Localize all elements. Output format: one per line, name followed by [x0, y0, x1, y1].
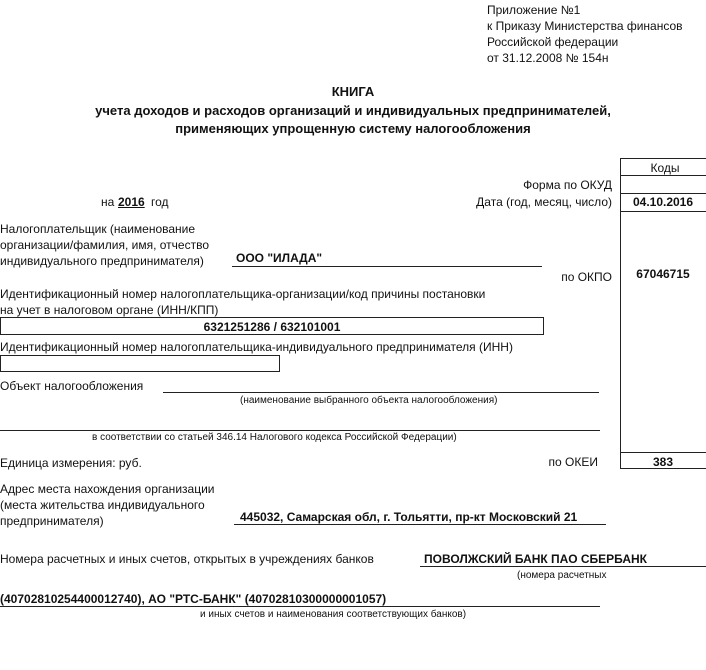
- address-underline: [234, 524, 606, 525]
- tax-object-caption: (наименование выбранного объекта налогообложения): [240, 395, 498, 406]
- document-title: КНИГА: [331, 84, 375, 99]
- inn-kpp-value: 6321251286 / 632101001: [203, 320, 341, 334]
- taxpayer-label-1: Налогоплательщик (наименование: [0, 222, 196, 236]
- accounts-value-underline: [0, 606, 600, 607]
- date-label: Дата (год, месяц, число): [476, 195, 612, 209]
- appendix-line-1: Приложение №1: [487, 3, 581, 17]
- taxpayer-value: ООО "ИЛАДА": [236, 251, 323, 265]
- address-label-2: (места жительства индивидуального: [0, 498, 205, 512]
- codes-row-divider-1: [620, 193, 706, 194]
- tax-object-law-underline: [0, 430, 600, 431]
- codes-header-cell: [620, 158, 706, 176]
- inn-ip-box: [0, 355, 280, 372]
- inn-ip-label: Идентификационный номер налогоплательщика-индивидуального предпринимателя (ИНН): [0, 340, 513, 354]
- tax-object-label: Объект налогообложения: [0, 379, 144, 393]
- year-prefix: на: [101, 195, 115, 209]
- inn-kpp-box: [0, 317, 544, 335]
- appendix-line-2: к Приказу Министерства финансов: [487, 19, 683, 33]
- tax-object-law-caption: в соответствии со статьей 346.14 Налогового кодекса Российской Федерации): [92, 432, 457, 443]
- year-value: 2016: [118, 195, 145, 209]
- date-value: 04.10.2016: [632, 195, 694, 209]
- inn-kpp-label-1: Идентификационный номер налогоплательщика-организации/код причины постановки: [0, 287, 486, 301]
- accounts-caption-1: (номера расчетных: [517, 570, 607, 581]
- taxpayer-underline: [232, 266, 542, 267]
- inn-kpp-label-2: на учет в налоговом органе (ИНН/КПП): [0, 303, 219, 317]
- accounts-label: Номера расчетных и иных счетов, открытых в учреждениях банков: [0, 552, 374, 566]
- address-label-1: Адрес места нахождения организации: [0, 482, 215, 496]
- unit-label: Единица измерения: руб.: [0, 456, 142, 470]
- accounts-bank-underline: [420, 566, 706, 567]
- tax-object-underline: [163, 392, 599, 393]
- accounts-value: (40702810254400012740), АО "РТС-БАНК" (40702810300000001057): [0, 592, 387, 606]
- codes-header: Коды: [650, 161, 680, 175]
- codes-row-divider-3: [620, 452, 706, 453]
- appendix-line-4: от 31.12.2008 № 154н: [487, 51, 609, 65]
- okei-label: по ОКЕИ: [548, 455, 598, 469]
- document-subtitle-2: применяющих упрощенную систему налогообложения: [175, 121, 531, 136]
- codes-column-border: [620, 176, 621, 468]
- year-suffix: год: [151, 195, 169, 209]
- taxpayer-label-3: индивидуального предпринимателя): [0, 254, 204, 268]
- codes-row-divider-2: [620, 211, 706, 212]
- accounts-bank: ПОВОЛЖСКИЙ БАНК ПАО СБЕРБАНК: [424, 552, 647, 566]
- okud-label: Форма по ОКУД: [523, 178, 612, 192]
- okei-value: 383: [652, 455, 674, 469]
- okpo-value: 67046715: [636, 267, 690, 281]
- address-label-3: предпринимателя): [0, 514, 104, 528]
- appendix-line-3: Российской федерации: [487, 35, 619, 49]
- document-subtitle-1: учета доходов и расходов организаций и индивидуальных предпринимателей,: [95, 103, 611, 118]
- address-value: 445032, Самарская обл, г. Тольятти, пр-кт Московский 21: [240, 510, 578, 524]
- taxpayer-label-2: организации/фамилия, имя, отчество: [0, 238, 209, 252]
- okpo-label: по ОКПО: [561, 270, 612, 284]
- accounts-caption-2: и иных счетов и наименования соответствующих банков): [200, 609, 467, 620]
